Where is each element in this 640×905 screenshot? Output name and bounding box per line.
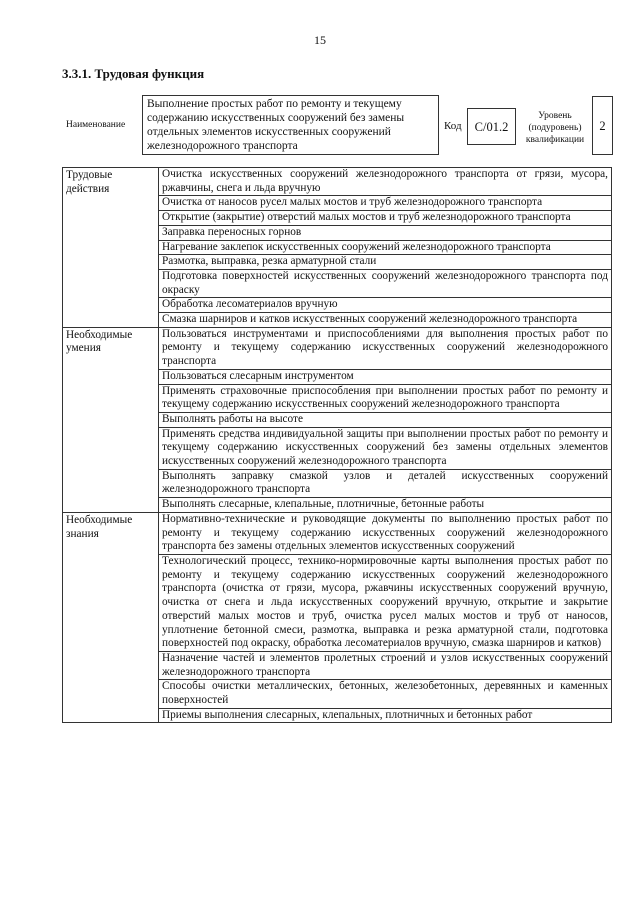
section-title: 3.3.1. Трудовая функция [62, 66, 205, 81]
section-title-actions: Трудовые действия [63, 168, 159, 328]
table-row: Технологический процесс, технико-нормировочные карты выполнения простых работ по ремонту и текущему содержанию искусственных сооружений железнодорожного транспорта (очистка от грязи, мусора, ржавчины искусственных сооружений вручную, очистка от снега и льда искусственных сооружений вручную, открытие и закрытие отверстий малых мостов и труб, очистка русел малых мостов и труб от наносов, уплотнение бетонной смеси, размотка, выправка и резка арматурной стали, подготовка поверхностей под окраску, обработка лесоматериалов вручную, смазка шарниров и катков) [159, 554, 612, 651]
code-box [467, 108, 516, 145]
table-row: Очистка от наносов русел малых мостов и труб железнодорожного транспорта [159, 196, 612, 211]
level-value: 2 [599, 118, 606, 133]
section-title-knowledge: Необходимые знания [63, 512, 159, 723]
table-row: Открытие (закрытие) отверстий малых мостов и труб железнодорожного транспорта [159, 211, 612, 226]
code-value: С/01.2 [474, 119, 509, 134]
level-box [592, 96, 613, 155]
function-table [62, 167, 612, 723]
table-row: Приемы выполнения слесарных, клепальных, плотничных и бетонных работ [159, 708, 612, 723]
table-row: Пользоваться инструментами и приспособлениями для выполнения простых работ по ремонту и текущему содержанию искусственных сооружений железнодорожного транспорта [159, 327, 612, 369]
function-name-box [142, 95, 439, 155]
table-row: Выполнять заправку смазкой узлов и деталей искусственных сооружений железнодорожного транспорта [159, 469, 612, 497]
table-row: Выполнять работы на высоте [159, 412, 612, 427]
table-row: Обработка лесоматериалов вручную [159, 298, 612, 313]
table-row: Пользоваться слесарным инструментом [159, 369, 612, 384]
level-label: Уровень (подуровень) квалификации [525, 111, 585, 145]
table-row: Применять средства индивидуальной защиты при выполнении простых работ по ремонту и текущему содержанию искусственных сооружений без замены отдельных элементов искусственных сооружений железнодорожного транспорта [159, 427, 612, 469]
table-row: Смазка шарниров и катков искусственных сооружений железнодорожного транспорта [159, 313, 612, 328]
table-row: Выполнять слесарные, клепальные, плотничные, бетонные работы [159, 498, 612, 513]
code-label: Код [444, 120, 462, 132]
page-number: 15 [314, 33, 326, 47]
table-row: Применять страховочные приспособления при выполнении простых работ по ремонту и текущему содержанию искусственных сооружений железнодорожного транспорта [159, 384, 612, 412]
table-row: Нормативно-технические и руководящие документы по выполнению простых работ по ремонту и текущему содержанию искусственных сооружений железнодорожного транспорта без замены отдельных элементов искусственных сооружений [159, 512, 612, 554]
table-row: Способы очистки металлических, бетонных, железобетонных, деревянных и каменных поверхностей [159, 680, 612, 708]
table-row: Заправка переносных горнов [159, 225, 612, 240]
name-label: Наименование [66, 120, 126, 130]
section-title-skills: Необходимые умения [63, 327, 159, 512]
table-row: Назначение частей и элементов пролетных строений и узлов искусственных сооружений железнодорожного транспорта [159, 651, 612, 679]
table-row: Подготовка поверхностей искусственных сооружений железнодорожного транспорта под окраску [159, 269, 612, 297]
function-name-text: Выполнение простых работ по ремонту и текущему содержанию искусственных сооружений без замены отдельных элементов искусственных сооружений железнодорожного транспорта [147, 98, 405, 152]
table-row: Очистка искусственных сооружений железнодорожного транспорта от грязи, мусора, ржавчины, снега и льда вручную [159, 168, 612, 196]
table-row: Нагревание заклепок искусственных сооружений железнодорожного транспорта [159, 240, 612, 255]
table-row: Размотка, выправка, резка арматурной стали [159, 255, 612, 270]
